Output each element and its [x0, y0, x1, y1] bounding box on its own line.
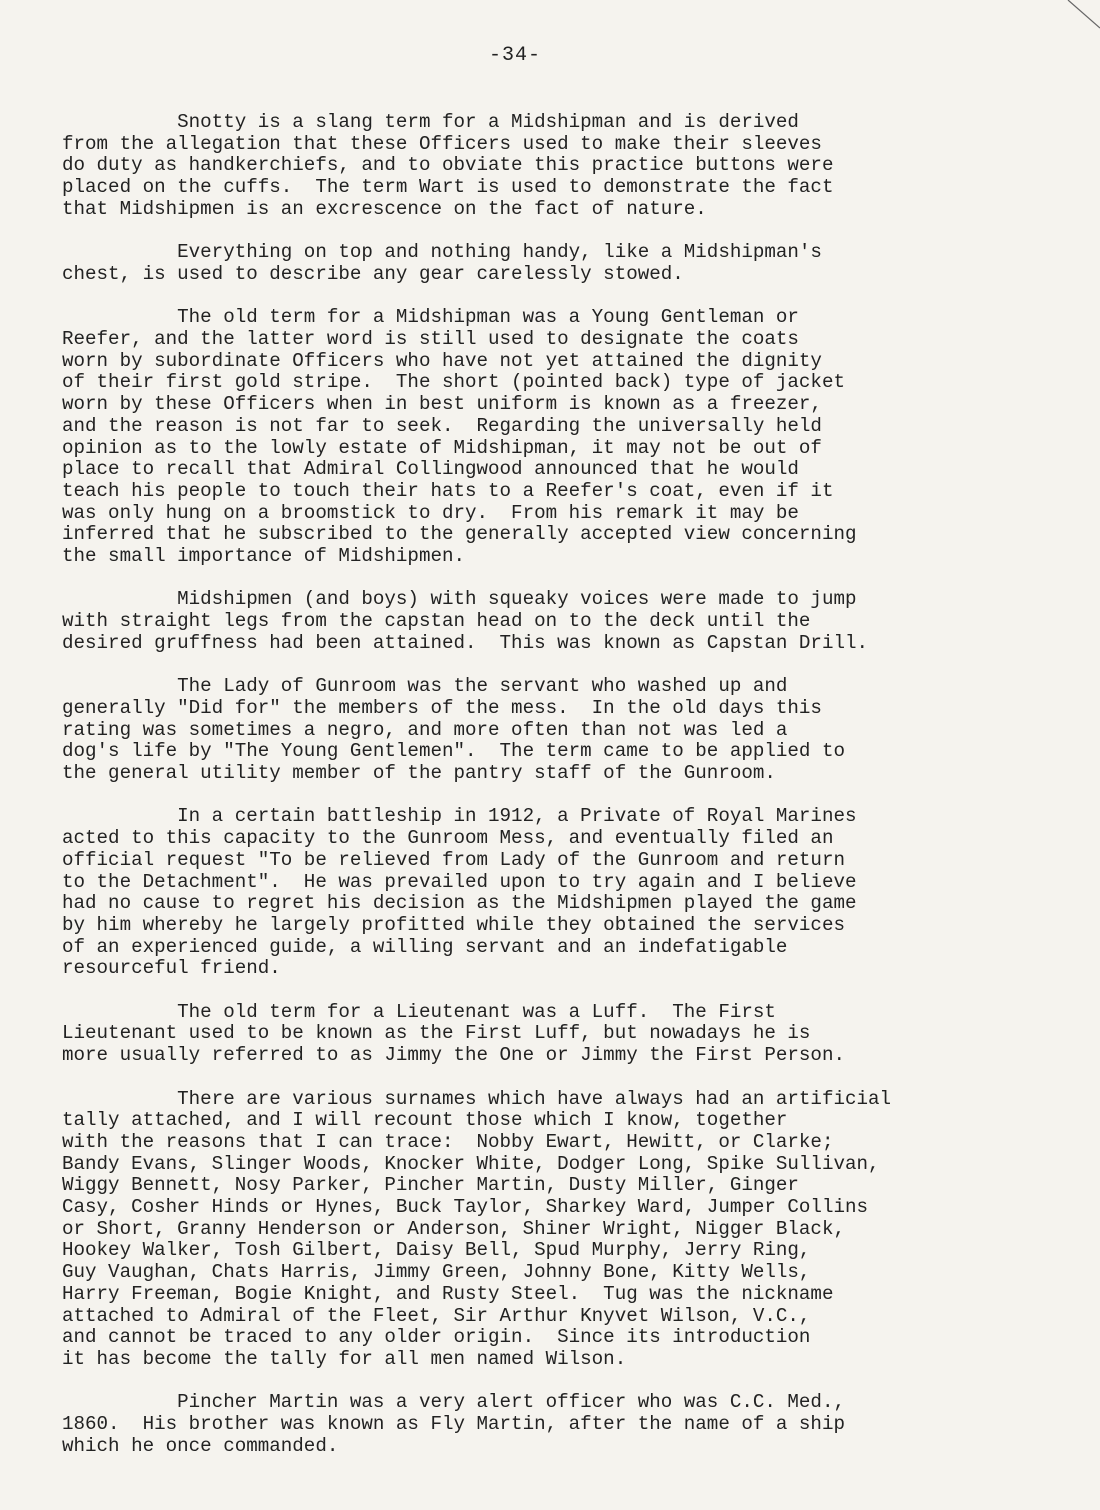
text-line: dog's life by "The Young Gentlemen". The term came to be applied to: [62, 740, 845, 763]
text-line: by him whereby he largely profitted while they obtained the services: [62, 913, 845, 936]
text-line: with straight legs from the capstan head on to the deck until the: [62, 610, 811, 633]
text-line: inferred that he subscribed to the generally accepted view concerning: [62, 523, 857, 546]
text-line: do duty as handkerchiefs, and to obviate this practice buttons were: [62, 154, 834, 177]
text-line: There are various surnames which have always had an artificial: [62, 1087, 892, 1110]
text-line: of their first gold stripe. The short (pointed back) type of jacket: [62, 371, 845, 394]
text-line: placed on the cuffs. The term Wart is used to demonstrate the fact: [62, 176, 834, 199]
text-line: was only hung on a broomstick to dry. From his remark it may be: [62, 501, 799, 524]
text-line: and the reason is not far to seek. Regarding the universally held: [62, 414, 822, 437]
text-line: Harry Freeman, Bogie Knight, and Rusty Steel. Tug was the nickname: [62, 1282, 834, 1305]
paragraph: [62, 676, 1022, 785]
text-line: Wiggy Bennett, Nosy Parker, Pincher Martin, Dusty Miller, Ginger: [62, 1174, 799, 1197]
text-line: Casy, Cosher Hinds or Hynes, Buck Taylor, Sharkey Ward, Jumper Collins: [62, 1196, 869, 1219]
text-line: rating was sometimes a negro, and more often than not was led a: [62, 718, 788, 741]
text-line: the general utility member of the pantry staff of the Gunroom.: [62, 762, 776, 785]
text-line: The Lady of Gunroom was the servant who washed up and: [62, 675, 788, 698]
text-line: Snotty is a slang term for a Midshipman and is derived: [62, 111, 799, 133]
text-line: or Short, Granny Henderson or Anderson, Shiner Wright, Nigger Black,: [62, 1217, 845, 1240]
text-line: Everything on top and nothing handy, like a Midshipman's: [62, 241, 822, 264]
paragraph: [62, 307, 1022, 567]
text-line: resourceful friend.: [62, 957, 281, 980]
text-line: attached to Admiral of the Fleet, Sir Arthur Knyvet Wilson, V.C.,: [62, 1304, 811, 1327]
body-text: [62, 112, 1022, 1479]
paragraph: [62, 242, 1022, 285]
text-line: The old term for a Midshipman was a Young Gentleman or: [62, 306, 799, 329]
text-line: of an experienced guide, a willing servant and an indefatigable: [62, 935, 788, 958]
text-line: 1860. His brother was known as Fly Martin, after the name of a ship: [62, 1413, 845, 1436]
paragraph: [62, 1089, 1022, 1371]
text-line: Pincher Martin was a very alert officer who was C.C. Med.,: [62, 1391, 845, 1414]
text-line: opinion as to the lowly estate of Midshipman, it may not be out of: [62, 436, 822, 459]
text-line: Hookey Walker, Tosh Gilbert, Daisy Bell, Spud Murphy, Jerry Ring,: [62, 1239, 811, 1262]
text-line: which he once commanded.: [62, 1434, 339, 1457]
text-line: desired gruffness had been attained. This was known as Capstan Drill.: [62, 631, 869, 654]
text-line: worn by subordinate Officers who have not yet attained the dignity: [62, 349, 822, 372]
text-line: from the allegation that these Officers used to make their sleeves: [62, 132, 822, 155]
text-line: place to recall that Admiral Collingwood announced that he would: [62, 458, 799, 481]
text-line: acted to this capacity to the Gunroom Mess, and eventually filed an: [62, 827, 834, 850]
text-line: and cannot be traced to any older origin. Since its introduction: [62, 1326, 811, 1349]
text-line: to the Detachment". He was prevailed upon to try again and I believe: [62, 870, 857, 893]
text-line: Bandy Evans, Slinger Woods, Knocker White, Dodger Long, Spike Sullivan,: [62, 1152, 880, 1175]
paragraph: [62, 806, 1022, 980]
text-line: more usually referred to as Jimmy the One or Jimmy the First Person.: [62, 1044, 845, 1067]
text-line: Midshipmen (and boys) with squeaky voices were made to jump: [62, 588, 857, 611]
text-line: Lieutenant used to be known as the First Luff, but nowadays he is: [62, 1022, 811, 1045]
page-corner-fold: [1060, 0, 1100, 30]
text-line: with the reasons that I can trace: Nobby Ewart, Hewitt, or Clarke;: [62, 1130, 834, 1153]
page-number: -34-: [488, 44, 541, 67]
text-line: generally "Did for" the members of the mess. In the old days this: [62, 696, 822, 719]
text-line: tally attached, and I will recount those which I know, together: [62, 1109, 788, 1132]
text-line: that Midshipmen is an excrescence on the fact of nature.: [62, 197, 707, 220]
text-line: chest, is used to describe any gear carelessly stowed.: [62, 262, 684, 285]
paragraph: [62, 1002, 1022, 1067]
text-line: worn by these Officers when in best uniform is known as a freezer,: [62, 393, 822, 416]
paragraph: [62, 112, 1022, 221]
paragraph: [62, 589, 1022, 654]
text-line: The old term for a Lieutenant was a Luff. The First: [62, 1000, 776, 1023]
text-line: the small importance of Midshipmen.: [62, 545, 466, 568]
text-line: Reefer, and the latter word is still used to designate the coats: [62, 328, 799, 350]
text-line: In a certain battleship in 1912, a Private of Royal Marines: [62, 805, 857, 828]
text-line: official request "To be relieved from Lady of the Gunroom and return: [62, 848, 845, 871]
text-line: Guy Vaughan, Chats Harris, Jimmy Green, Johnny Bone, Kitty Wells,: [62, 1261, 811, 1284]
paragraph: [62, 1392, 1022, 1457]
text-line: it has become the tally for all men named Wilson.: [62, 1347, 627, 1370]
text-line: had no cause to regret his decision as the Midshipmen played the game: [62, 892, 857, 915]
text-line: teach his people to touch their hats to a Reefer's coat, even if it: [62, 479, 834, 502]
